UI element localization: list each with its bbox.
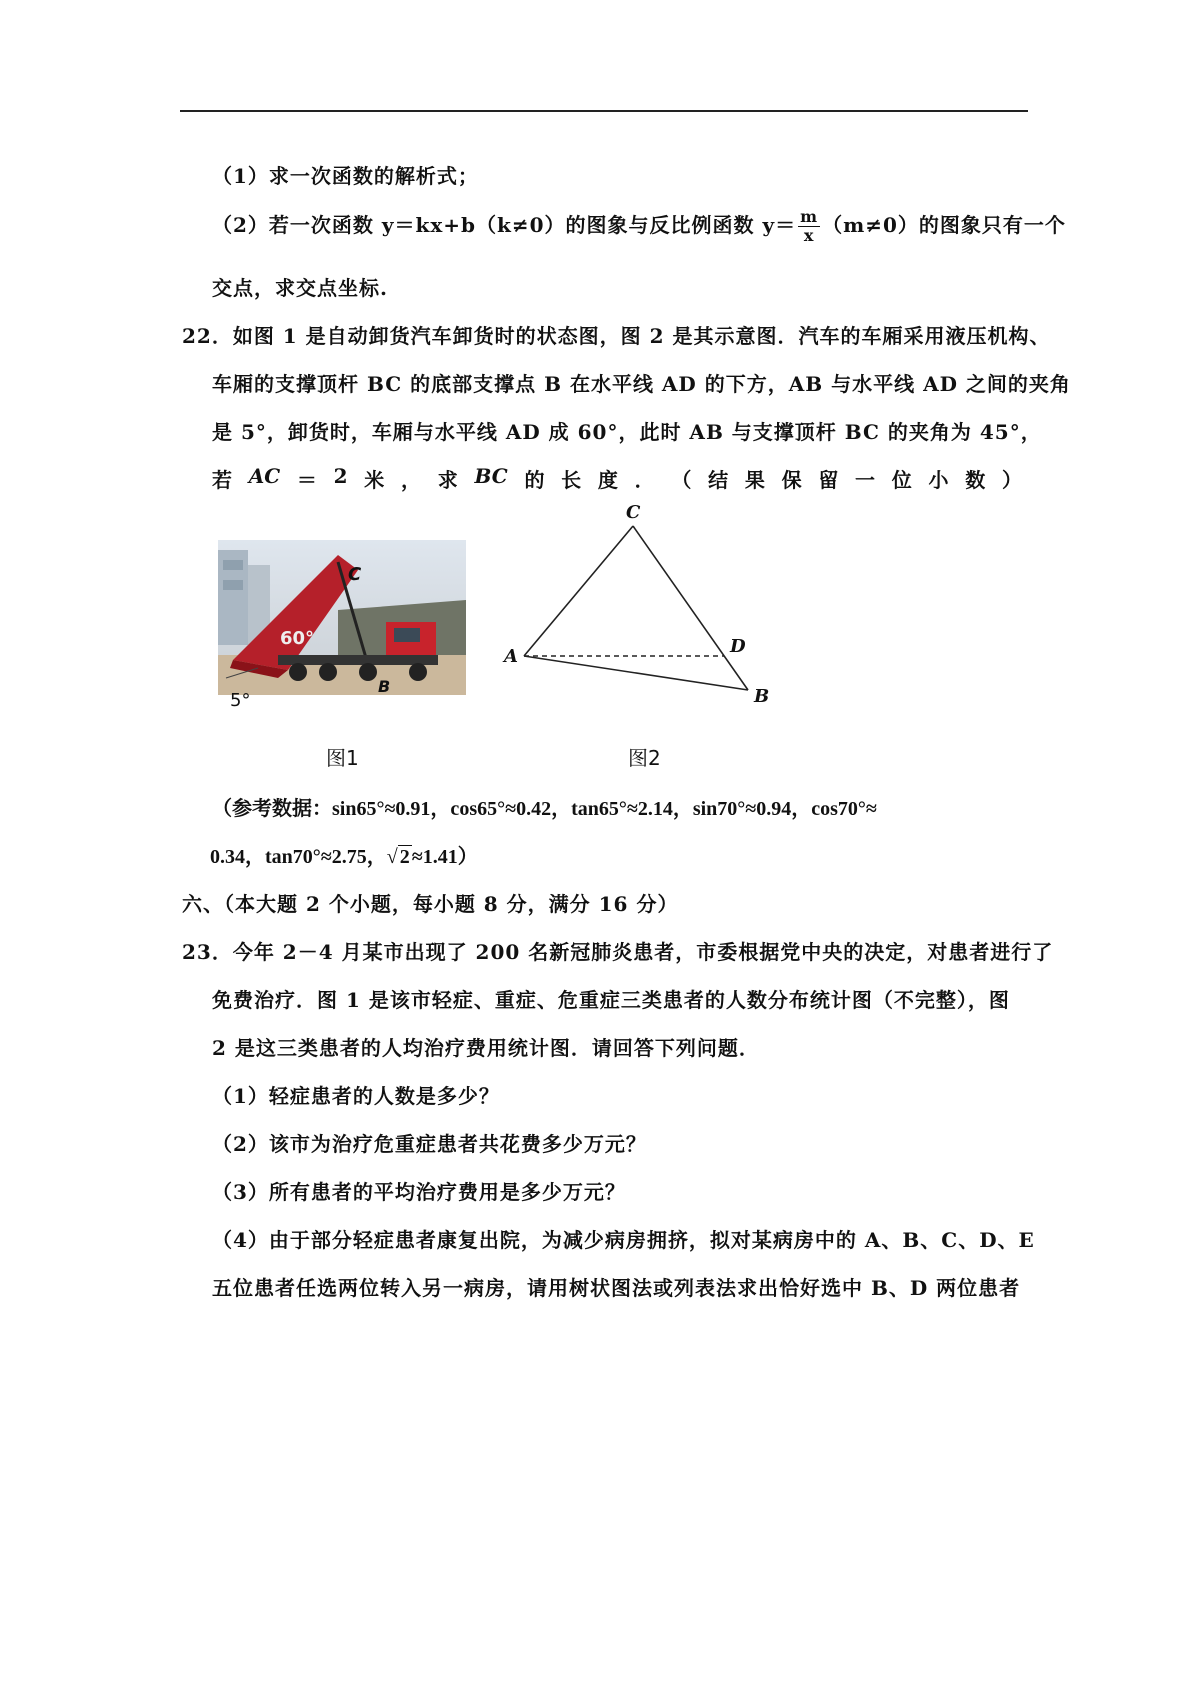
q22-l4-word: 2: [333, 464, 348, 488]
q22-l4-word: 数: [965, 468, 986, 492]
sqrt-radicand: 2: [399, 846, 410, 868]
q23-line2: 免费治疗．图 1 是该市轻症、重症、危重症三类患者的人数分布统计图（不完整），图: [212, 988, 1010, 1012]
q23-line1: 23．今年 2－4 月某市出现了 200 名新冠肺炎患者，市委根据党中央的决定，对患者进行了: [182, 940, 1054, 964]
q21-part2-text-a: （2）若一次函数 y＝kx+b（k≠0）的图象与反比例函数 y＝: [212, 213, 797, 237]
q22-l4-word: 果: [744, 468, 765, 492]
fig1-caption: 图1: [326, 746, 359, 770]
ref2-text-b: ≈1.41）: [411, 846, 478, 868]
q23-part2: （2）该市为治疗危重症患者共花费多少万元？: [212, 1132, 647, 1156]
q21-part2-text-b: （m≠0）的图象只有一个: [822, 213, 1066, 237]
q23-part1: （1）轻症患者的人数是多少？: [212, 1084, 500, 1108]
fig2-label-c: C: [626, 502, 641, 523]
q22-reference-data-2: [210, 840, 478, 869]
q22-l4-word: 小: [928, 468, 949, 492]
q23-line3: 2 是这三类患者的人均治疗费用统计图．请回答下列问题．: [212, 1036, 760, 1060]
q22-l4-word: 结: [708, 468, 729, 492]
q22-l4-word: 保: [781, 468, 802, 492]
sqrt-symbol: √ 2: [386, 846, 410, 868]
fig2-label-a: A: [504, 646, 518, 667]
q22-l4-word: 一: [855, 468, 876, 492]
section-6-heading: 六、（本大题 2 个小题，每小题 8 分，满分 16 分）: [182, 892, 679, 916]
q22-l4-word: 位: [891, 468, 912, 492]
q22-line4: [212, 464, 1022, 493]
fig1-label-b: B: [378, 677, 391, 695]
fig2-label-b: B: [754, 686, 770, 707]
fraction-denominator: x: [803, 226, 815, 245]
q22-l4-word: 留: [818, 468, 839, 492]
fig1-label-5: 5°: [230, 690, 251, 711]
q22-l4-word: ．: [634, 468, 655, 492]
q22-l4-word: ）: [1001, 468, 1022, 492]
header-rule: [180, 110, 1028, 112]
fig1-label-c: C: [348, 564, 362, 585]
figure-2-diagram: [500, 498, 790, 708]
q22-l4-word: 长: [561, 468, 582, 492]
figure-1-truck: [218, 540, 466, 695]
q22-l4-word: 若: [212, 468, 232, 492]
q22-l4-word: ，: [401, 468, 422, 492]
fig2-caption: 图2: [628, 746, 661, 770]
q21-part1: （1）求一次函数的解析式；: [212, 164, 479, 188]
ref2-text-a: 0.34，tan70°≈2.75，: [210, 846, 387, 868]
q22-l4-word: （: [671, 468, 692, 492]
q22-l4-word: 求: [437, 468, 458, 492]
q23-part3: （3）所有患者的平均治疗费用是多少万元？: [212, 1180, 626, 1204]
q22-l4-word: 的: [524, 468, 545, 492]
q22-line3: 是 5°，卸货时，车厢与水平线 AD 成 60°，此时 AB 与支撑顶杆 BC 的夹角为 45°，: [212, 420, 1042, 444]
q22-line2: 车厢的支撑顶杆 BC 的底部支撑点 B 在水平线 AD 的下方，AB 与水平线 AD 之间的夹角: [212, 372, 1071, 396]
q22-l4-word: 米: [364, 468, 385, 492]
q23-part4-line1: （4）由于部分轻症患者康复出院，为减少病房拥挤，拟对某病房中的 A、B、C、D、E: [212, 1228, 1035, 1252]
q22-line1: 22．如图 1 是自动卸货汽车卸货时的状态图，图 2 是其示意图．汽车的车厢采用液压机构、: [182, 324, 1051, 348]
q22-l4-word: 度: [597, 468, 618, 492]
q21-part2-cont: 交点，求交点坐标.: [212, 276, 388, 300]
fig1-label-60: 60°: [280, 628, 315, 649]
fraction-m-over-x: [798, 208, 820, 245]
q23-part4-line2: 五位患者任选两位转入另一病房，请用树状图法或列表法求出恰好选中 B、D 两位患者: [212, 1276, 1021, 1300]
q22-l4-word: BC: [474, 464, 508, 488]
q22-l4-word: AC: [248, 464, 281, 488]
q21-part2: [212, 208, 1066, 245]
q22-reference-data-1: （参考数据：sin65°≈0.91，cos65°≈0.42，tan65°≈2.14，sin70°≈0.94，cos70°≈: [212, 798, 877, 820]
fraction-numerator: m: [800, 207, 819, 226]
q22-l4-word: ＝: [296, 468, 317, 492]
fig2-label-d: D: [730, 636, 746, 657]
